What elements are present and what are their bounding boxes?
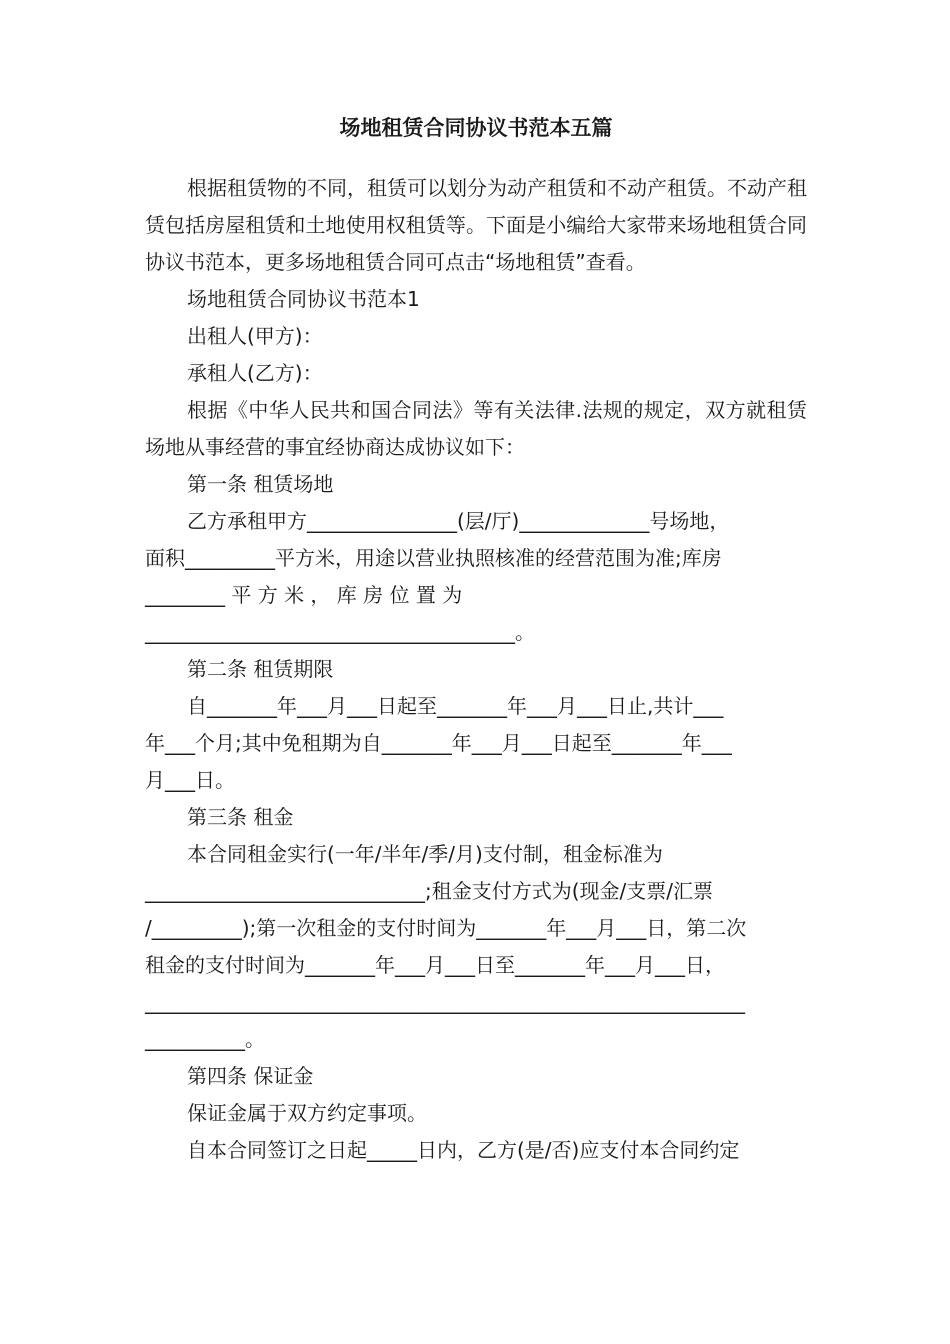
article-1-line-3: ________ 平 方 米 ， 库 房 位 置 为 <box>145 583 463 607</box>
article-3-line-3: /_________);第一次租金的支付时间为_______年___月___日，第二次 <box>145 916 747 940</box>
article-2-line-2: 年___个月;其中免租期为自_______年___月___日起至_______年___ <box>145 731 732 755</box>
article-3-title: 第三条 租金 <box>187 805 294 829</box>
article-1-line-2: 面积_________平方米，用途以营业执照核准的经营范围为准;库房 <box>145 546 722 570</box>
lessee-line: 承租人(乙方)： <box>187 361 323 385</box>
article-3-line-4: 租金的支付时间为_______年___月___日至_______年___月___日， <box>145 953 725 977</box>
article-3-line-2: ____________________________;租金支付方式为(现金/支票/汇票 <box>145 879 714 903</box>
intro-paragraph: 根据租赁物的不同，租赁可以划分为动产租赁和不动产租赁。不动产租赁包括房屋租赁和土地使用权租赁等。下面是小编给大家带来场地租赁合同协议书范本，更多场地租赁合同可点击“场地租赁”查看。 <box>145 176 807 274</box>
document-title: 场地租赁合同协议书范本五篇 <box>339 116 613 140</box>
lessor-line: 出租人(甲方)： <box>187 324 323 348</box>
article-4-paragraph-2: 自本合同签订之日起_____日内，乙方(是/否)应支付本合同约定 <box>187 1138 740 1162</box>
article-2-title: 第二条 租赁期限 <box>187 657 334 681</box>
article-1-line-1: 乙方承租甲方_______________(层/厅)_____________号场地， <box>187 509 730 533</box>
document-body <box>145 170 807 1169</box>
article-3-line-1: 本合同租金实行(一年/半年/季/月)支付制，租金标准为 <box>187 842 663 866</box>
article-1-line-4: _____________________________________。 <box>145 620 535 644</box>
article-1-title: 第一条 租赁场地 <box>187 472 334 496</box>
article-3-line-5: ____________________________________________________________ <box>145 990 745 1014</box>
article-4-title: 第四条 保证金 <box>187 1064 314 1088</box>
article-3-line-6: __________。 <box>145 1027 265 1051</box>
article-2-line-3: 月___日。 <box>145 768 235 792</box>
article-4-paragraph-1: 保证金属于双方约定事项。 <box>187 1101 427 1125</box>
section-title: 场地租赁合同协议书范本1 <box>187 287 420 311</box>
preamble-paragraph: 根据《中华人民共和国合同法》等有关法律.法规的规定，双方就租赁场地从事经营的事宜经协商达成协议如下： <box>145 398 807 459</box>
article-2-line-1: 自_______年___月___日起至_______年___月___日止,共计___ <box>187 694 724 718</box>
